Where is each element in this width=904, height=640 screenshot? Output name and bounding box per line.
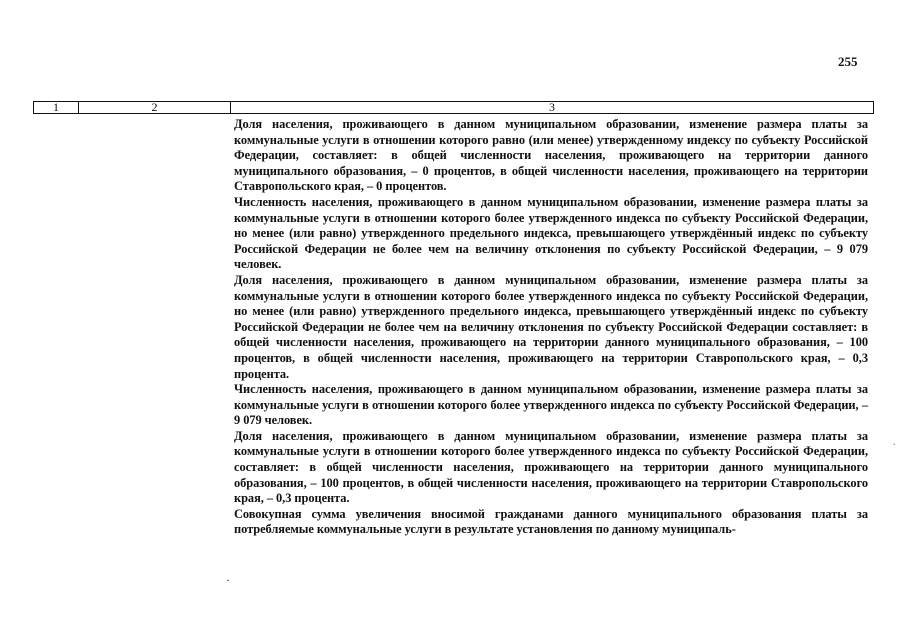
page-number: 255	[838, 54, 858, 69]
paragraph-share-equal-or-less: Доля населения, проживающего в данном муниципальном образовании, изменение размера платы за коммунальные услуги в отношении которого равно (или менее) утвержденному индексу по субъекту Российской Федерации, составляет: в общей численности населения, проживающего на территории данного муниципального образования, – 0 процентов, в общей численности населения, проживающего на территории Ставропольского края, – 0 процентов.	[234, 117, 868, 194]
paragraph-share-above-index: Доля населения, проживающего в данном муниципальном образовании, изменение размера платы за коммунальные услуги в отношении которого более утвержденного индекса по субъекту Российской Федерации, составляет: в общей численности населения, проживающего на территории данного муниципального образования, – 100 процентов, в общей численности населения, проживающего на территории Ставропольского края, – 0,3 процента.	[234, 428, 868, 506]
margin-mark: ·	[226, 573, 230, 587]
column-header-3: 3	[549, 100, 555, 114]
scan-speck: .	[893, 437, 896, 448]
paragraph-total-increase: Совокупная сумма увеличения вносимой гражданами данного муниципального образования платы за потребляемые коммунальные услуги в результате установления по данному муниципаль-	[234, 506, 868, 537]
paragraph-count-within-limit: Численность населения, проживающего в данном муниципальном образовании, изменение размера платы за коммунальные услуги в отношении которого более утвержденного индекса по субъекту Российской Федерации, но менее (или равно) утвержденного предельного индекса, превышающего утверждённый индекс по субъекту Российской Федерации не более чем на величину отклонения по субъекту Российской Федерации, – 9 079 человек.	[234, 194, 868, 272]
column-header-1: 1	[34, 102, 79, 113]
column-header-row	[33, 101, 874, 114]
paragraph-count-above-index: Численность населения, проживающего в данном муниципальном образовании, изменение размера платы за коммунальные услуги в отношении которого более утвержденного индекса по субъекту Российской Федерации, – 9 079 человек.	[234, 382, 868, 428]
paragraph-share-within-limit: Доля населения, проживающего в данном муниципальном образовании, изменение размера платы за коммунальные услуги в отношении которого более утвержденного индекса по субъекту Российской Федерации, но менее (или равно) утвержденного предельного индекса, превышающего утверждённый индекс по субъекту Российской Федерации не более чем на величину отклонения по субъекту Российской Федерации составляет: в общей численности населения, проживающего на территории данного муниципального образования, – 100 процентов, в общей численности населения, проживающего на территории Ставропольского края, – 0,3 процента.	[234, 272, 868, 381]
column-header-2: 2	[79, 102, 231, 113]
document-body	[234, 117, 868, 538]
